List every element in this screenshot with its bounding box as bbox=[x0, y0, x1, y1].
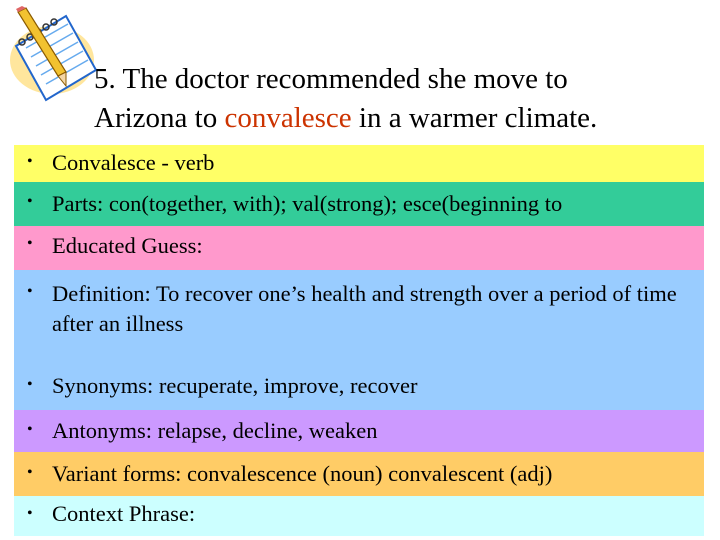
title-line-2-prefix: Arizona to bbox=[94, 102, 225, 134]
bullet-icon: • bbox=[27, 235, 33, 252]
row-text: Synonyms: recuperate, improve, recover bbox=[52, 373, 418, 398]
title-line-1: 5. The doctor recommended she move to bbox=[94, 63, 568, 95]
row-variant-forms bbox=[14, 452, 704, 496]
row-text: Parts: con(together, with); val(strong); esce(beginning to bbox=[52, 191, 563, 216]
row-word-parts bbox=[14, 182, 704, 226]
bullet-icon: • bbox=[27, 193, 33, 210]
slide-title bbox=[94, 60, 720, 138]
bullet-icon: • bbox=[27, 505, 33, 522]
title-highlight-word: convalesce bbox=[224, 102, 352, 134]
bullet-icon: • bbox=[27, 376, 33, 393]
notepad-pencil-icon bbox=[4, 6, 104, 102]
row-text: Variant forms: convalescence (noun) convalescent (adj) bbox=[52, 461, 553, 486]
row-text: Context Phrase: bbox=[52, 501, 196, 526]
bullet-icon: • bbox=[27, 283, 33, 300]
title-line-2 bbox=[94, 99, 720, 138]
bullet-icon: • bbox=[27, 464, 33, 481]
row-text: Convalesce - verb bbox=[52, 150, 215, 175]
row-synonyms bbox=[14, 362, 704, 410]
bullet-icon: • bbox=[27, 153, 33, 170]
bullet-icon: • bbox=[27, 421, 33, 438]
title-line-2-suffix: in a warmer climate. bbox=[351, 102, 598, 134]
row-educated-guess bbox=[14, 226, 704, 270]
row-text: Antonyms: relapse, decline, weaken bbox=[52, 418, 378, 443]
row-context-phrase bbox=[14, 496, 704, 536]
row-text: Definition: To recover one’s health and strength over a period of time after an illness bbox=[52, 281, 677, 336]
row-antonyms bbox=[14, 410, 704, 452]
row-part-of-speech bbox=[14, 145, 704, 182]
row-text: Educated Guess: bbox=[52, 233, 203, 258]
